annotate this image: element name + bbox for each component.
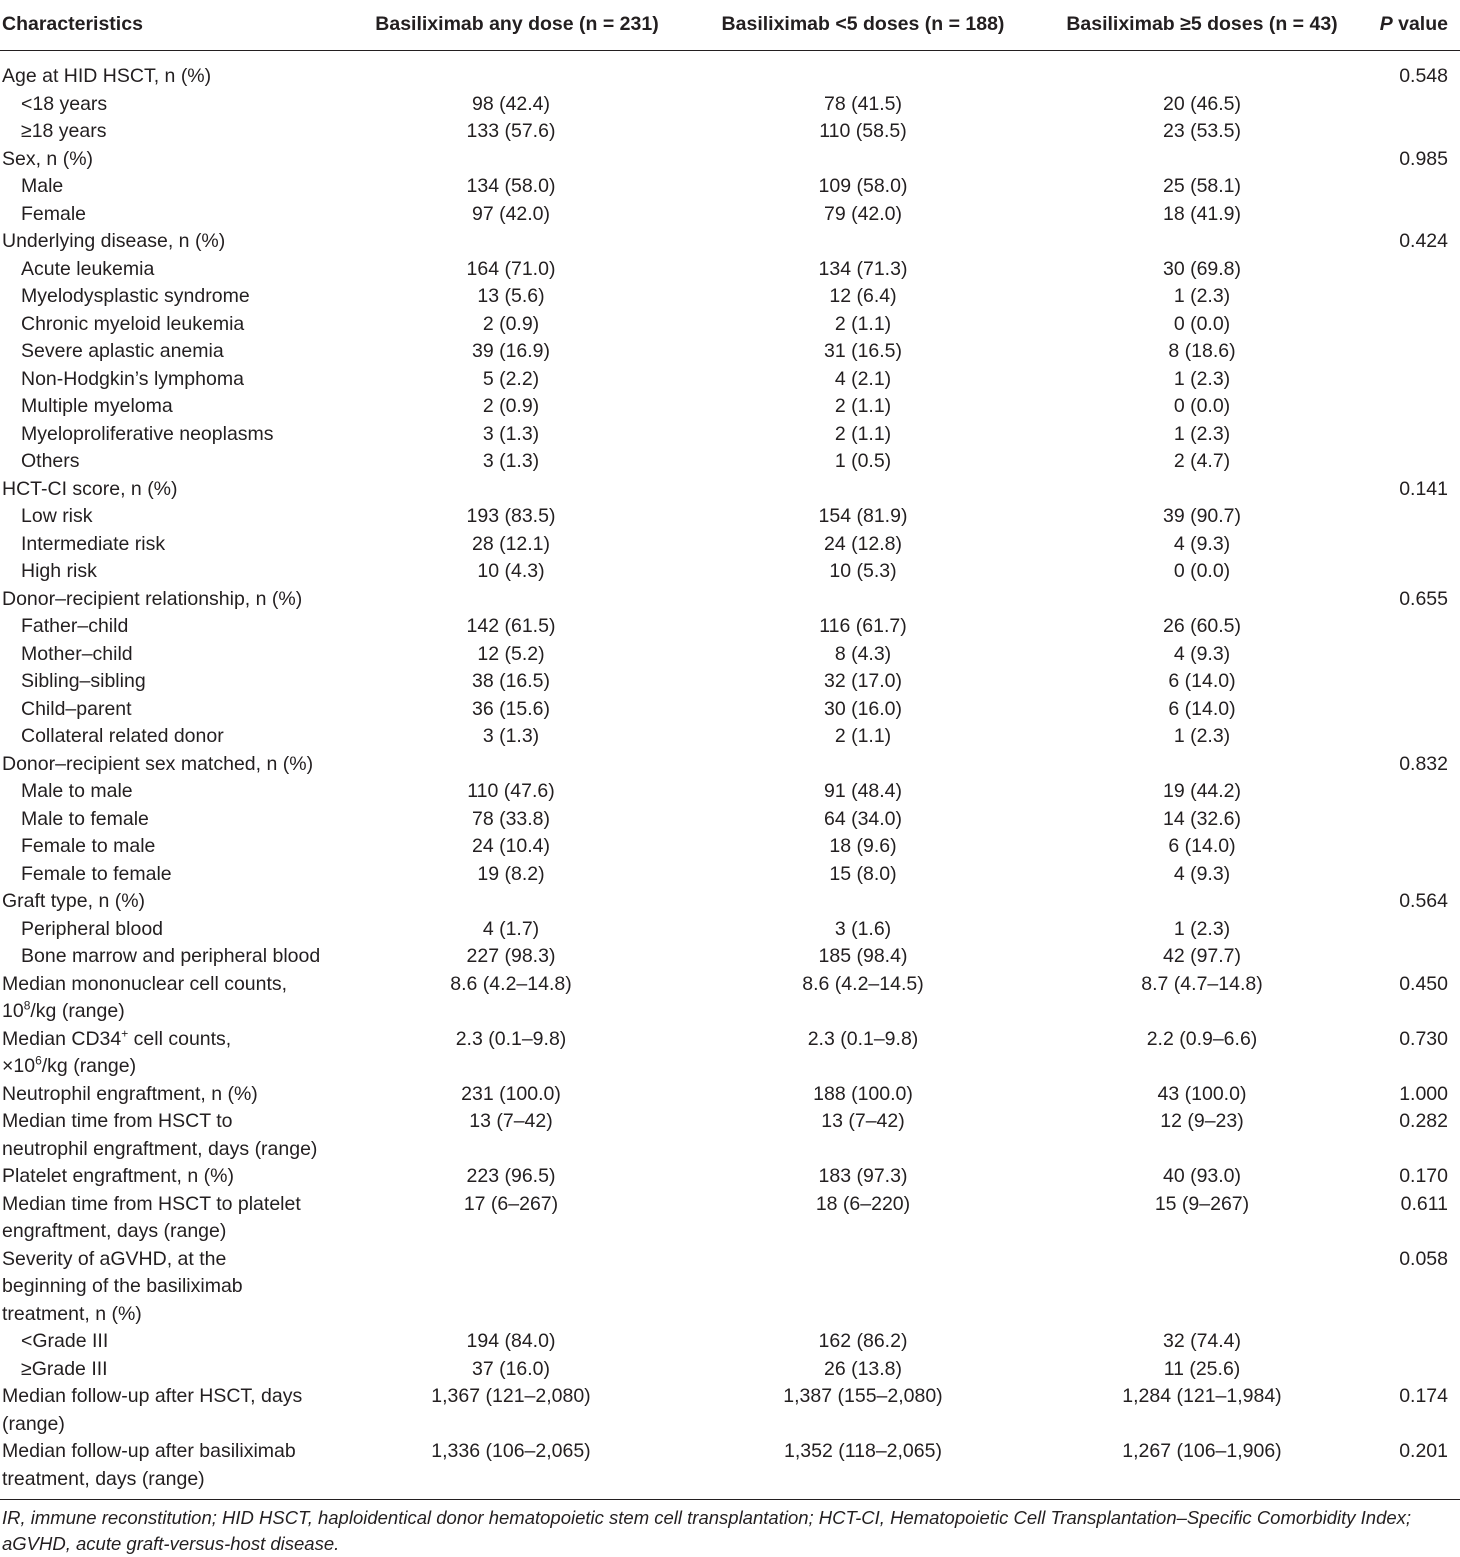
row-label (0, 1438, 330, 1493)
cell-lt5-doses: 78 (41.5) (823, 92, 903, 115)
cell-ge5-doses: 1 (2.3) (1173, 422, 1231, 445)
table-row (0, 1191, 1460, 1246)
row-label (0, 448, 330, 476)
row-label (0, 228, 330, 256)
header-p-rest: value (1392, 13, 1448, 36)
cell-lt5-doses: 1,387 (155–2,080) (783, 1385, 943, 1407)
cell-ge5-doses: 1,267 (106–1,906) (1122, 1440, 1282, 1462)
table-row (0, 146, 1460, 174)
cell-ge5-doses: 6 (14.0) (1168, 670, 1236, 692)
row-label (0, 696, 330, 724)
cell-lt5-doses: 162 (86.2) (818, 1330, 908, 1352)
cell-any-dose: 142 (61.5) (466, 615, 556, 637)
cell-any-dose: 1,367 (121–2,080) (431, 1385, 591, 1407)
table-row (0, 421, 1460, 449)
row-label (0, 613, 330, 641)
row-label-line: Median follow-up after HSCT, days (2, 1385, 303, 1407)
cell-ge5-doses: 1 (2.3) (1173, 285, 1231, 307)
cell-any-dose: 164 (71.0) (466, 257, 556, 280)
table-row (0, 311, 1460, 339)
table-row (0, 118, 1460, 146)
table-row (0, 91, 1460, 119)
cell-any-dose: 19 (8.2) (477, 862, 545, 885)
cell-p-value: 0.058 (1399, 1247, 1448, 1270)
cell-any-dose: 36 (15.6) (471, 697, 551, 720)
cell-any-dose: 13 (5.6) (477, 285, 545, 307)
label-text: <18 years (21, 92, 108, 115)
cell-any-dose: 110 (47.6) (467, 780, 555, 802)
cell-p-value: 0.141 (1399, 477, 1448, 500)
row-label-line: Median time from HSCT to platelet (2, 1192, 301, 1215)
cell-ge5-doses: 0 (0.0) (1173, 560, 1231, 582)
row-label (0, 1356, 330, 1384)
cell-ge5-doses: 25 (58.1) (1162, 175, 1242, 197)
row-label-line: Median time from HSCT to (2, 1110, 233, 1132)
label-text: Male (21, 175, 64, 197)
label-text: <Grade III (21, 1330, 109, 1352)
cell-p-value: 0.450 (1399, 972, 1448, 995)
label-text: Multiple myeloma (21, 395, 173, 417)
table-row (0, 1383, 1460, 1438)
label-superscript: 6 (35, 1053, 42, 1068)
cell-any-dose: 28 (12.1) (471, 532, 551, 555)
label-text: Non-Hodgkin’s lymphoma (21, 367, 244, 390)
cell-lt5-doses: 188 (100.0) (813, 1082, 913, 1105)
row-label-line: treatment, n (%) (2, 1302, 142, 1325)
cell-any-dose: 4 (1.7) (482, 917, 540, 940)
row-label (0, 943, 330, 971)
cell-p-value: 0.985 (1399, 147, 1448, 170)
label-superscript: 8 (23, 998, 31, 1013)
row-label-line: beginning of the basiliximab (2, 1275, 243, 1297)
cell-lt5-doses: 116 (61.7) (819, 615, 907, 637)
cell-any-dose: 2 (0.9) (482, 395, 540, 417)
label-text: /kg (range) (30, 1000, 125, 1022)
cell-ge5-doses: 11 (25.6) (1163, 1357, 1241, 1380)
label-text: Collateral related donor (21, 725, 224, 747)
table-row (0, 778, 1460, 806)
cell-any-dose: 2.3 (0.1–9.8) (455, 1027, 567, 1050)
row-label (0, 503, 330, 531)
cell-ge5-doses: 19 (44.2) (1162, 780, 1242, 802)
label-text: Father–child (21, 615, 129, 637)
label-text: ×10 (2, 1055, 36, 1077)
row-label (0, 1163, 330, 1191)
cell-any-dose: 39 (16.9) (471, 340, 551, 362)
table-row (0, 531, 1460, 559)
cell-lt5-doses: 8 (4.3) (834, 642, 892, 665)
label-superscript: + (121, 1026, 129, 1040)
cell-ge5-doses: 1,284 (121–1,984) (1122, 1385, 1282, 1407)
cell-p-value: 0.174 (1399, 1385, 1448, 1407)
row-label (0, 476, 330, 504)
label-text: Sibling–sibling (21, 670, 146, 692)
label-text: Platelet engraftment, n (%) (2, 1165, 234, 1187)
cell-lt5-doses: 79 (42.0) (823, 202, 903, 225)
cell-p-value: 0.201 (1399, 1440, 1448, 1462)
row-label (0, 311, 330, 339)
cell-lt5-doses: 12 (6.4) (829, 285, 897, 307)
table-row (0, 283, 1460, 311)
cell-any-dose: 13 (7–42) (469, 1110, 553, 1132)
row-label (0, 586, 330, 614)
row-label-line: Median follow-up after basiliximab (2, 1440, 296, 1462)
label-text: Graft type, n (%) (2, 890, 146, 912)
label-text: Mother–child (21, 642, 133, 665)
cell-lt5-doses: 110 (58.5) (819, 120, 907, 142)
header-lt5-doses: Basiliximab <5 doses (n = 188) (721, 13, 1005, 36)
row-label (0, 1191, 330, 1246)
table-row (0, 448, 1460, 476)
row-label (0, 256, 330, 284)
table-footnote: IR, immune reconstitution; HID HSCT, haploidentical donor hematopoietic stem cell transplantation; HCT-CI, Hematopoietic Cell Transplantation–Specific Comorbidity Index; aGVHD, acute graft-versus-host disease. (0, 1499, 1460, 1557)
cell-ge5-doses: 0 (0.0) (1173, 312, 1231, 335)
label-text: HCT-CI score, n (%) (2, 477, 178, 500)
cell-lt5-doses: 8.6 (4.2–14.5) (802, 972, 924, 995)
cell-ge5-doses: 8.7 (4.7–14.8) (1141, 972, 1263, 995)
label-text: High risk (21, 560, 97, 582)
cell-any-dose: 17 (6–267) (463, 1192, 559, 1215)
cell-ge5-doses: 12 (9–23) (1160, 1110, 1244, 1132)
cell-ge5-doses: 26 (60.5) (1162, 615, 1242, 637)
cell-p-value: 1.000 (1399, 1082, 1448, 1105)
cell-ge5-doses: 40 (93.0) (1162, 1165, 1242, 1187)
label-text: Neutrophil engraftment, n (%) (2, 1082, 258, 1105)
table-row (0, 723, 1460, 751)
label-text: Female to female (21, 862, 172, 885)
table-row (0, 366, 1460, 394)
cell-lt5-doses: 134 (71.3) (818, 257, 908, 280)
cell-ge5-doses: 42 (97.7) (1162, 945, 1242, 967)
table-row (0, 201, 1460, 229)
cell-any-dose: 10 (4.3) (477, 560, 545, 582)
row-label-line: neutrophil engraftment, days (range) (2, 1137, 318, 1160)
row-label (0, 751, 330, 779)
label-text: Acute leukemia (21, 257, 155, 280)
row-label (0, 173, 330, 201)
row-label (0, 1081, 330, 1109)
row-label (0, 558, 330, 586)
table-row (0, 1246, 1460, 1329)
table-row (0, 586, 1460, 614)
row-label (0, 888, 330, 916)
table-row (0, 613, 1460, 641)
cell-any-dose: 5 (2.2) (482, 367, 540, 390)
cell-ge5-doses: 8 (18.6) (1168, 340, 1236, 362)
label-text: Severe aplastic anemia (21, 340, 224, 362)
table-row (0, 173, 1460, 201)
row-label (0, 778, 330, 806)
row-label (0, 1383, 330, 1438)
cell-any-dose: 231 (100.0) (461, 1082, 561, 1105)
cell-p-value: 0.170 (1399, 1165, 1448, 1187)
cell-lt5-doses: 2 (1.1) (834, 422, 892, 445)
row-label (0, 971, 330, 1026)
cell-any-dose: 98 (42.4) (471, 92, 551, 115)
table-row (0, 806, 1460, 834)
cell-ge5-doses: 4 (9.3) (1173, 532, 1231, 555)
cell-ge5-doses: 1 (2.3) (1173, 725, 1231, 747)
cell-p-value: 0.611 (1400, 1192, 1448, 1215)
label-text: Child–parent (21, 697, 132, 720)
row-label (0, 806, 330, 834)
cell-p-value: 0.564 (1399, 890, 1448, 912)
cell-any-dose: 38 (16.5) (471, 670, 551, 692)
table-row (0, 751, 1460, 779)
row-label (0, 833, 330, 861)
label-text: Myelodysplastic syndrome (21, 285, 250, 307)
cell-any-dose: 227 (98.3) (466, 945, 556, 967)
row-label (0, 91, 330, 119)
table-row (0, 228, 1460, 256)
row-label (0, 366, 330, 394)
cell-any-dose: 3 (1.3) (482, 450, 540, 472)
row-label (0, 393, 330, 421)
cell-lt5-doses: 24 (12.8) (823, 532, 903, 555)
table-row (0, 1438, 1460, 1493)
row-label (0, 641, 330, 669)
cell-any-dose: 2 (0.9) (482, 312, 540, 335)
table-row (0, 668, 1460, 696)
cell-any-dose: 78 (33.8) (471, 807, 551, 830)
label-text: 10 (2, 1000, 24, 1022)
row-label-line: Severity of aGVHD, at the (2, 1247, 227, 1270)
table-header (0, 0, 1460, 51)
cell-ge5-doses: 4 (9.3) (1173, 862, 1231, 885)
cell-lt5-doses: 2.3 (0.1–9.8) (807, 1027, 919, 1050)
row-label-line: treatment, days (range) (2, 1467, 205, 1490)
cell-lt5-doses: 1 (0.5) (834, 450, 892, 472)
label-text: Peripheral blood (21, 917, 164, 940)
cell-lt5-doses: 15 (8.0) (829, 862, 897, 885)
cell-p-value: 0.424 (1399, 230, 1448, 252)
cell-lt5-doses: 91 (48.4) (823, 780, 903, 802)
cell-any-dose: 194 (84.0) (466, 1330, 556, 1352)
label-text: /kg (range) (41, 1055, 137, 1077)
cell-p-value: 0.730 (1399, 1027, 1448, 1050)
label-text: Chronic myeloid leukemia (21, 312, 245, 335)
row-label-line: (range) (2, 1412, 65, 1435)
cell-p-value: 0.548 (1399, 65, 1448, 87)
label-text: Low risk (21, 505, 93, 527)
cell-ge5-doses: 23 (53.5) (1162, 120, 1242, 142)
label-text: ≥Grade III (21, 1357, 108, 1380)
label-text: Sex, n (%) (2, 147, 94, 170)
cell-any-dose: 8.6 (4.2–14.8) (450, 972, 572, 995)
cell-any-dose: 1,336 (106–2,065) (431, 1440, 591, 1462)
label-text: Female to male (21, 835, 156, 857)
table-row (0, 393, 1460, 421)
row-label (0, 118, 330, 146)
cell-ge5-doses: 32 (74.4) (1162, 1330, 1242, 1352)
table-row (0, 696, 1460, 724)
table-row (0, 943, 1460, 971)
cell-any-dose: 24 (10.4) (471, 835, 551, 857)
cell-ge5-doses: 18 (41.9) (1162, 202, 1242, 225)
label-text: Myeloproliferative neoplasms (21, 422, 274, 445)
table-row (0, 641, 1460, 669)
label-text: Median mononuclear cell counts, (2, 972, 288, 995)
cell-ge5-doses: 6 (14.0) (1168, 835, 1236, 857)
row-label-line: engraftment, days (range) (2, 1220, 227, 1242)
cell-ge5-doses: 30 (69.8) (1162, 257, 1242, 280)
label-text: Donor–recipient relationship, n (%) (2, 587, 303, 610)
cell-any-dose: 223 (96.5) (466, 1165, 556, 1187)
row-label (0, 531, 330, 559)
row-label (0, 668, 330, 696)
cell-lt5-doses: 18 (6–220) (815, 1192, 911, 1215)
header-p-value (1370, 11, 1458, 39)
cell-ge5-doses: 1 (2.3) (1173, 367, 1231, 390)
table-row (0, 503, 1460, 531)
cell-lt5-doses: 10 (5.3) (829, 560, 897, 582)
row-label (0, 421, 330, 449)
cell-p-value: 0.832 (1399, 752, 1448, 775)
cell-p-value: 0.655 (1399, 587, 1448, 610)
row-label (0, 1328, 330, 1356)
cell-any-dose: 3 (1.3) (482, 422, 540, 445)
cell-lt5-doses: 185 (98.4) (818, 945, 908, 967)
row-label (0, 861, 330, 889)
cell-lt5-doses: 64 (34.0) (823, 807, 903, 830)
table-row (0, 1108, 1460, 1163)
row-label (0, 1026, 330, 1081)
label-text: Median CD34 (2, 1027, 122, 1050)
cell-lt5-doses: 2 (1.1) (834, 725, 892, 747)
row-label (0, 63, 330, 91)
label-text: Bone marrow and peripheral blood (21, 945, 321, 967)
table-row (0, 1163, 1460, 1191)
cell-lt5-doses: 30 (16.0) (823, 697, 903, 720)
cell-ge5-doses: 20 (46.5) (1162, 92, 1242, 115)
cell-ge5-doses: 6 (14.0) (1168, 697, 1236, 720)
cell-any-dose: 193 (83.5) (466, 505, 556, 527)
row-label (0, 916, 330, 944)
row-label (0, 283, 330, 311)
row-label (0, 1246, 330, 1329)
row-label (0, 723, 330, 751)
label-text: cell counts, (128, 1027, 232, 1050)
cell-ge5-doses: 39 (90.7) (1162, 505, 1242, 527)
table-row (0, 1356, 1460, 1384)
label-text: Underlying disease, n (%) (2, 230, 226, 252)
label-text: Male to male (21, 780, 133, 802)
cell-ge5-doses: 43 (100.0) (1157, 1082, 1247, 1105)
cell-lt5-doses: 183 (97.3) (818, 1165, 908, 1187)
cell-ge5-doses: 15 (9–267) (1154, 1192, 1250, 1215)
header-any-dose: Basiliximab any dose (n = 231) (375, 13, 659, 36)
table-row (0, 476, 1460, 504)
table-row (0, 558, 1460, 586)
row-label (0, 146, 330, 174)
cell-lt5-doses: 31 (16.5) (823, 340, 903, 362)
cell-ge5-doses: 14 (32.6) (1162, 807, 1242, 830)
header-characteristics: Characteristics (2, 13, 143, 36)
row-label (0, 338, 330, 366)
table-row (0, 888, 1460, 916)
cell-any-dose: 12 (5.2) (477, 642, 545, 665)
label-text: ≥18 years (21, 120, 107, 142)
cell-ge5-doses: 4 (9.3) (1173, 642, 1231, 665)
cell-any-dose: 134 (58.0) (466, 175, 556, 197)
table-row (0, 833, 1460, 861)
cell-ge5-doses: 2 (4.7) (1173, 450, 1231, 472)
label-text: Age at HID HSCT, n (%) (2, 65, 212, 87)
table-body (0, 51, 1460, 1493)
label-text: Male to female (21, 807, 149, 830)
table-row (0, 861, 1460, 889)
cell-lt5-doses: 4 (2.1) (834, 367, 892, 390)
cell-ge5-doses: 0 (0.0) (1173, 395, 1231, 417)
cell-ge5-doses: 1 (2.3) (1173, 917, 1231, 940)
table-row (0, 1026, 1460, 1081)
row-label (0, 201, 330, 229)
cell-any-dose: 133 (57.6) (466, 120, 556, 142)
row-label (0, 1108, 330, 1163)
cell-ge5-doses: 2.2 (0.9–6.6) (1146, 1027, 1258, 1050)
cell-lt5-doses: 18 (9.6) (829, 835, 897, 857)
label-text: Intermediate risk (21, 532, 166, 555)
table-row (0, 256, 1460, 284)
cell-lt5-doses: 109 (58.0) (818, 175, 908, 197)
cell-lt5-doses: 154 (81.9) (818, 505, 908, 527)
label-text: Donor–recipient sex matched, n (%) (2, 752, 314, 775)
table-row (0, 1081, 1460, 1109)
cell-any-dose: 97 (42.0) (471, 202, 551, 225)
header-p-italic: P (1379, 13, 1393, 36)
cell-p-value: 0.282 (1399, 1110, 1448, 1132)
table-row (0, 971, 1460, 1026)
cell-lt5-doses: 1,352 (118–2,065) (784, 1440, 942, 1462)
label-text: Female (21, 202, 87, 225)
cell-any-dose: 37 (16.0) (471, 1357, 551, 1380)
label-text: Others (21, 450, 80, 472)
table-row (0, 63, 1460, 91)
cell-lt5-doses: 2 (1.1) (834, 395, 892, 417)
cell-lt5-doses: 26 (13.8) (823, 1357, 903, 1380)
cell-any-dose: 3 (1.3) (482, 725, 540, 747)
table-row (0, 1328, 1460, 1356)
cell-lt5-doses: 3 (1.6) (834, 917, 892, 940)
header-ge5-doses: Basiliximab ≥5 doses (n = 43) (1066, 13, 1338, 36)
cell-lt5-doses: 32 (17.0) (823, 670, 903, 692)
cell-lt5-doses: 13 (7–42) (821, 1110, 905, 1132)
table-row (0, 338, 1460, 366)
table-row (0, 916, 1460, 944)
cell-lt5-doses: 2 (1.1) (834, 312, 892, 335)
